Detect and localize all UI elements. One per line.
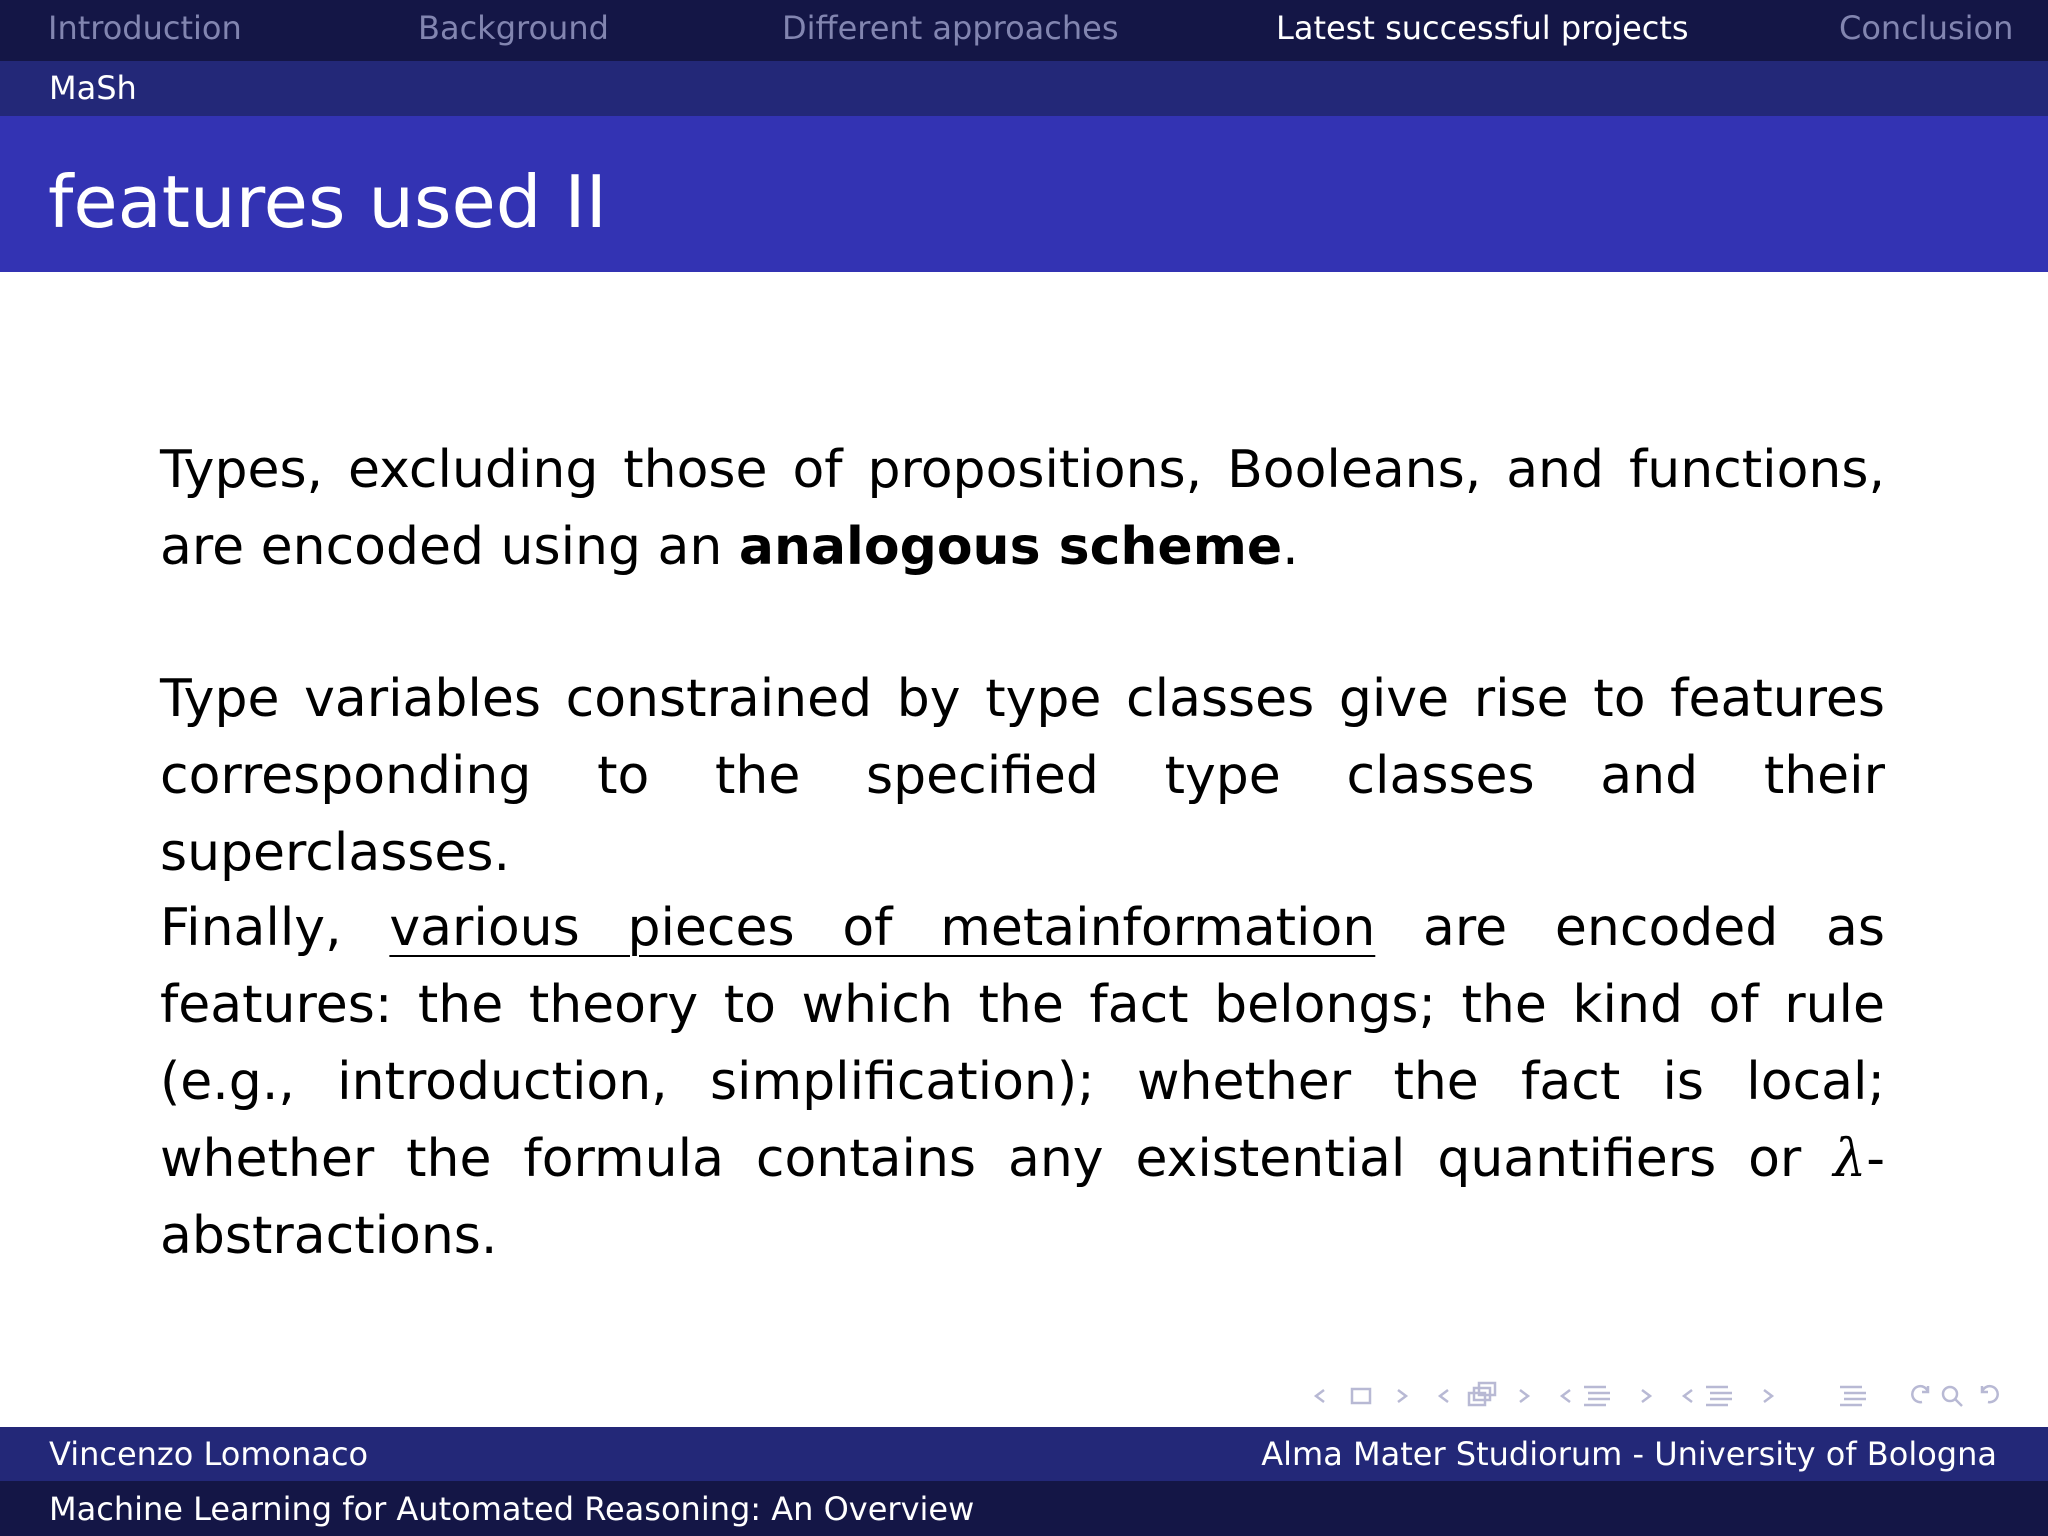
lambda-symbol: λ: [1833, 1129, 1867, 1189]
prev-frame-icon[interactable]: [1316, 1390, 1324, 1402]
prev-part-icon[interactable]: [1684, 1390, 1692, 1402]
section-icon[interactable]: [1584, 1387, 1610, 1405]
align-icon[interactable]: [1840, 1387, 1866, 1405]
footer-author: Vincenzo Lomonaco: [49, 1435, 369, 1473]
footer-talk-title: Machine Learning for Automated Reasoning: An Overview: [49, 1490, 975, 1528]
subsection-bar: [0, 61, 2048, 116]
nav-section-conclusion[interactable]: Conclusion: [1839, 9, 2014, 47]
prev-subsection-icon[interactable]: [1440, 1390, 1448, 1402]
beamer-navigation-symbols: [1312, 1378, 2032, 1414]
footer-institution: Alma Mater Studiorum - University of Bologna: [1261, 1435, 1997, 1473]
footer-title-bar: [0, 1481, 2048, 1536]
paragraph-types: [160, 432, 1885, 586]
paragraph-type-variables: Type variables constrained by type classes give rise to features corresponding to the specified type classes and their superclasses.: [160, 669, 1885, 883]
next-frame-icon[interactable]: [1398, 1390, 1406, 1402]
paragraph-types-end: .: [1282, 517, 1299, 577]
paragraph-meta-end: -abstractions.: [160, 1129, 1885, 1266]
nav-section-background[interactable]: Background: [418, 9, 609, 47]
search-icon[interactable]: [1943, 1387, 1962, 1406]
nav-section-different-approaches[interactable]: Different approaches: [782, 9, 1119, 47]
prev-section-icon[interactable]: [1562, 1390, 1570, 1402]
frame-icon[interactable]: [1352, 1389, 1370, 1403]
beamer-navigation-controls: [1312, 1378, 2032, 1414]
paragraph-meta-start: Finally,: [160, 898, 390, 958]
subsection-icon[interactable]: [1469, 1383, 1495, 1405]
frame-title-bar: [0, 116, 2048, 272]
next-subsection-icon[interactable]: [1520, 1390, 1528, 1402]
paragraph-meta-middle: are encoded as features: the theory to which the fact belongs; the kind of rule (e.g., introduction, simplification); whether the fact is local; whether the formula contains any existential quantifiers or: [160, 898, 1886, 1189]
nav-section-latest-successful-projects[interactable]: Latest successful projects: [1276, 9, 1689, 47]
metainformation-underlined: various pieces of metainformation: [389, 898, 1376, 958]
next-part-icon[interactable]: [1764, 1390, 1772, 1402]
footer-author-bar: [0, 1427, 2048, 1481]
nav-section-introduction[interactable]: Introduction: [48, 9, 242, 47]
frame-title: features used II: [48, 160, 607, 244]
back-icon[interactable]: [1912, 1386, 1928, 1402]
next-section-icon[interactable]: [1642, 1390, 1650, 1402]
paragraph-types-start: Types, excluding those of propositions, Booleans, and functions, are encoded using an: [160, 440, 1885, 577]
section-navigation-bar: [0, 0, 2048, 61]
analogous-scheme-emphasis: analogous scheme: [738, 517, 1283, 577]
forward-icon[interactable]: [1982, 1386, 1998, 1402]
subsection-label[interactable]: MaSh: [49, 69, 137, 107]
part-icon[interactable]: [1706, 1387, 1732, 1405]
paragraph-metainformation: [160, 890, 1885, 1275]
